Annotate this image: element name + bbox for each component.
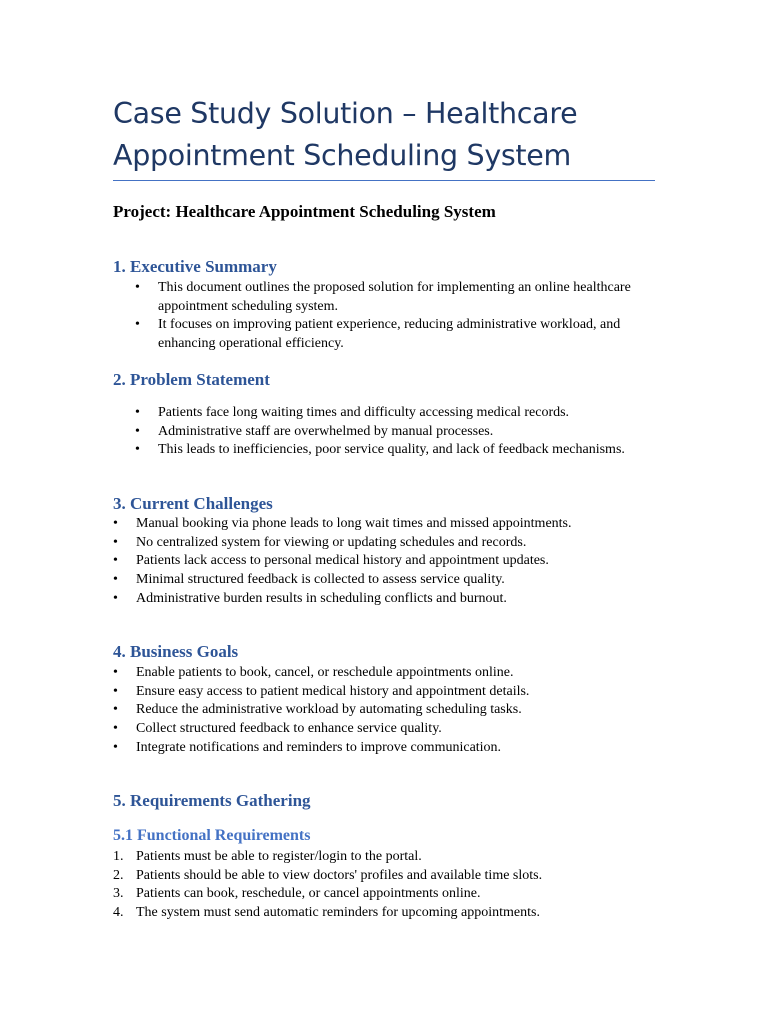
- heading-requirements-gathering: 5. Requirements Gathering: [113, 791, 311, 810]
- list-item: [113, 739, 673, 758]
- bullet-icon: •: [113, 702, 118, 718]
- list-item: [135, 316, 655, 353]
- bullet-icon: •: [113, 721, 118, 737]
- list-item-text: It focuses on improving patient experience, reducing administrative workload, and enhancing operational efficiency.: [158, 317, 621, 352]
- list-executive-summary: [135, 279, 655, 354]
- bullet-icon: •: [113, 534, 118, 550]
- list-item-text: No centralized system for viewing or updating schedules and records.: [136, 534, 527, 550]
- list-item: [113, 534, 673, 553]
- list-item-text: Collect structured feedback to enhance service quality.: [136, 721, 442, 737]
- list-item-text: Enable patients to book, cancel, or reschedule appointments online.: [136, 665, 514, 680]
- list-item: [113, 848, 673, 867]
- title-underline: [113, 180, 655, 181]
- list-current-challenges: [113, 515, 673, 609]
- bullet-icon: •: [113, 516, 118, 531]
- list-item: [113, 904, 673, 923]
- list-business-goals: [113, 664, 673, 758]
- heading-business-goals: 4. Business Goals: [113, 642, 239, 661]
- list-item-text: Administrative staff are overwhelmed by manual processes.: [158, 423, 494, 439]
- bullet-icon: •: [113, 553, 118, 569]
- list-item-text: Integrate notifications and reminders to improve communication.: [136, 739, 502, 755]
- bullet-icon: •: [113, 739, 118, 755]
- list-item-text: Manual booking via phone leads to long wait times and missed appointments.: [136, 516, 572, 531]
- list-item-number: 2.: [113, 867, 124, 883]
- bullet-icon: •: [113, 665, 118, 680]
- bullet-icon: •: [113, 590, 118, 606]
- list-item-text: Patients must be able to register/login to the portal.: [136, 849, 422, 864]
- list-item: [135, 404, 655, 423]
- list-item-number: 1.: [113, 849, 124, 864]
- heading-functional-requirements: 5.1 Functional Requirements: [113, 827, 311, 844]
- list-item: [113, 867, 673, 886]
- list-functional-requirements: [113, 848, 673, 923]
- heading-current-challenges: 3. Current Challenges: [113, 494, 273, 513]
- list-item: [135, 279, 655, 316]
- list-item-text: Reduce the administrative workload by automating scheduling tasks.: [136, 702, 522, 718]
- list-item: [113, 552, 673, 571]
- heading-executive-summary: 1. Executive Summary: [113, 257, 277, 276]
- list-item: [113, 683, 673, 702]
- list-item: [135, 441, 655, 460]
- document-title: [113, 93, 658, 177]
- bullet-icon: •: [113, 572, 118, 588]
- list-problem-statement: [135, 404, 655, 460]
- list-item: [113, 664, 673, 683]
- bullet-icon: •: [135, 405, 140, 420]
- list-item-text: Patients should be able to view doctors' profiles and available time slots.: [136, 867, 543, 883]
- document-title-line-2: Appointment Scheduling System: [113, 139, 572, 172]
- list-item-text: Patients lack access to personal medical history and appointment updates.: [136, 553, 549, 569]
- list-item-text: This document outlines the proposed solution for implementing an online healthcare appointment scheduling system.: [158, 280, 631, 314]
- list-item: [113, 885, 673, 904]
- list-item-text: Ensure easy access to patient medical history and appointment details.: [136, 683, 530, 699]
- list-item-text: Administrative burden results in scheduling conflicts and burnout.: [136, 590, 507, 606]
- bullet-icon: •: [135, 280, 140, 295]
- list-item-number: 4.: [113, 905, 124, 921]
- bullet-icon: •: [135, 317, 140, 333]
- list-item-text: Patients can book, reschedule, or cancel appointments online.: [136, 886, 481, 902]
- list-item: [113, 720, 673, 739]
- heading-problem-statement: 2. Problem Statement: [113, 370, 270, 389]
- list-item: [113, 515, 673, 534]
- document-title-line-1: Case Study Solution – Healthcare: [113, 97, 578, 130]
- list-item: [135, 423, 655, 442]
- bullet-icon: •: [135, 442, 140, 458]
- list-item-number: 3.: [113, 886, 124, 902]
- list-item: [113, 571, 673, 590]
- list-item: [113, 590, 673, 609]
- project-line: Project: Healthcare Appointment Scheduling System: [113, 202, 496, 221]
- list-item-text: This leads to inefficiencies, poor service quality, and lack of feedback mechanisms.: [158, 442, 625, 458]
- list-item-text: Minimal structured feedback is collected to assess service quality.: [136, 572, 505, 588]
- list-item-text: The system must send automatic reminders for upcoming appointments.: [136, 905, 540, 921]
- list-item-text: Patients face long waiting times and difficulty accessing medical records.: [158, 405, 570, 420]
- bullet-icon: •: [135, 423, 140, 439]
- list-item: [113, 701, 673, 720]
- bullet-icon: •: [113, 683, 118, 699]
